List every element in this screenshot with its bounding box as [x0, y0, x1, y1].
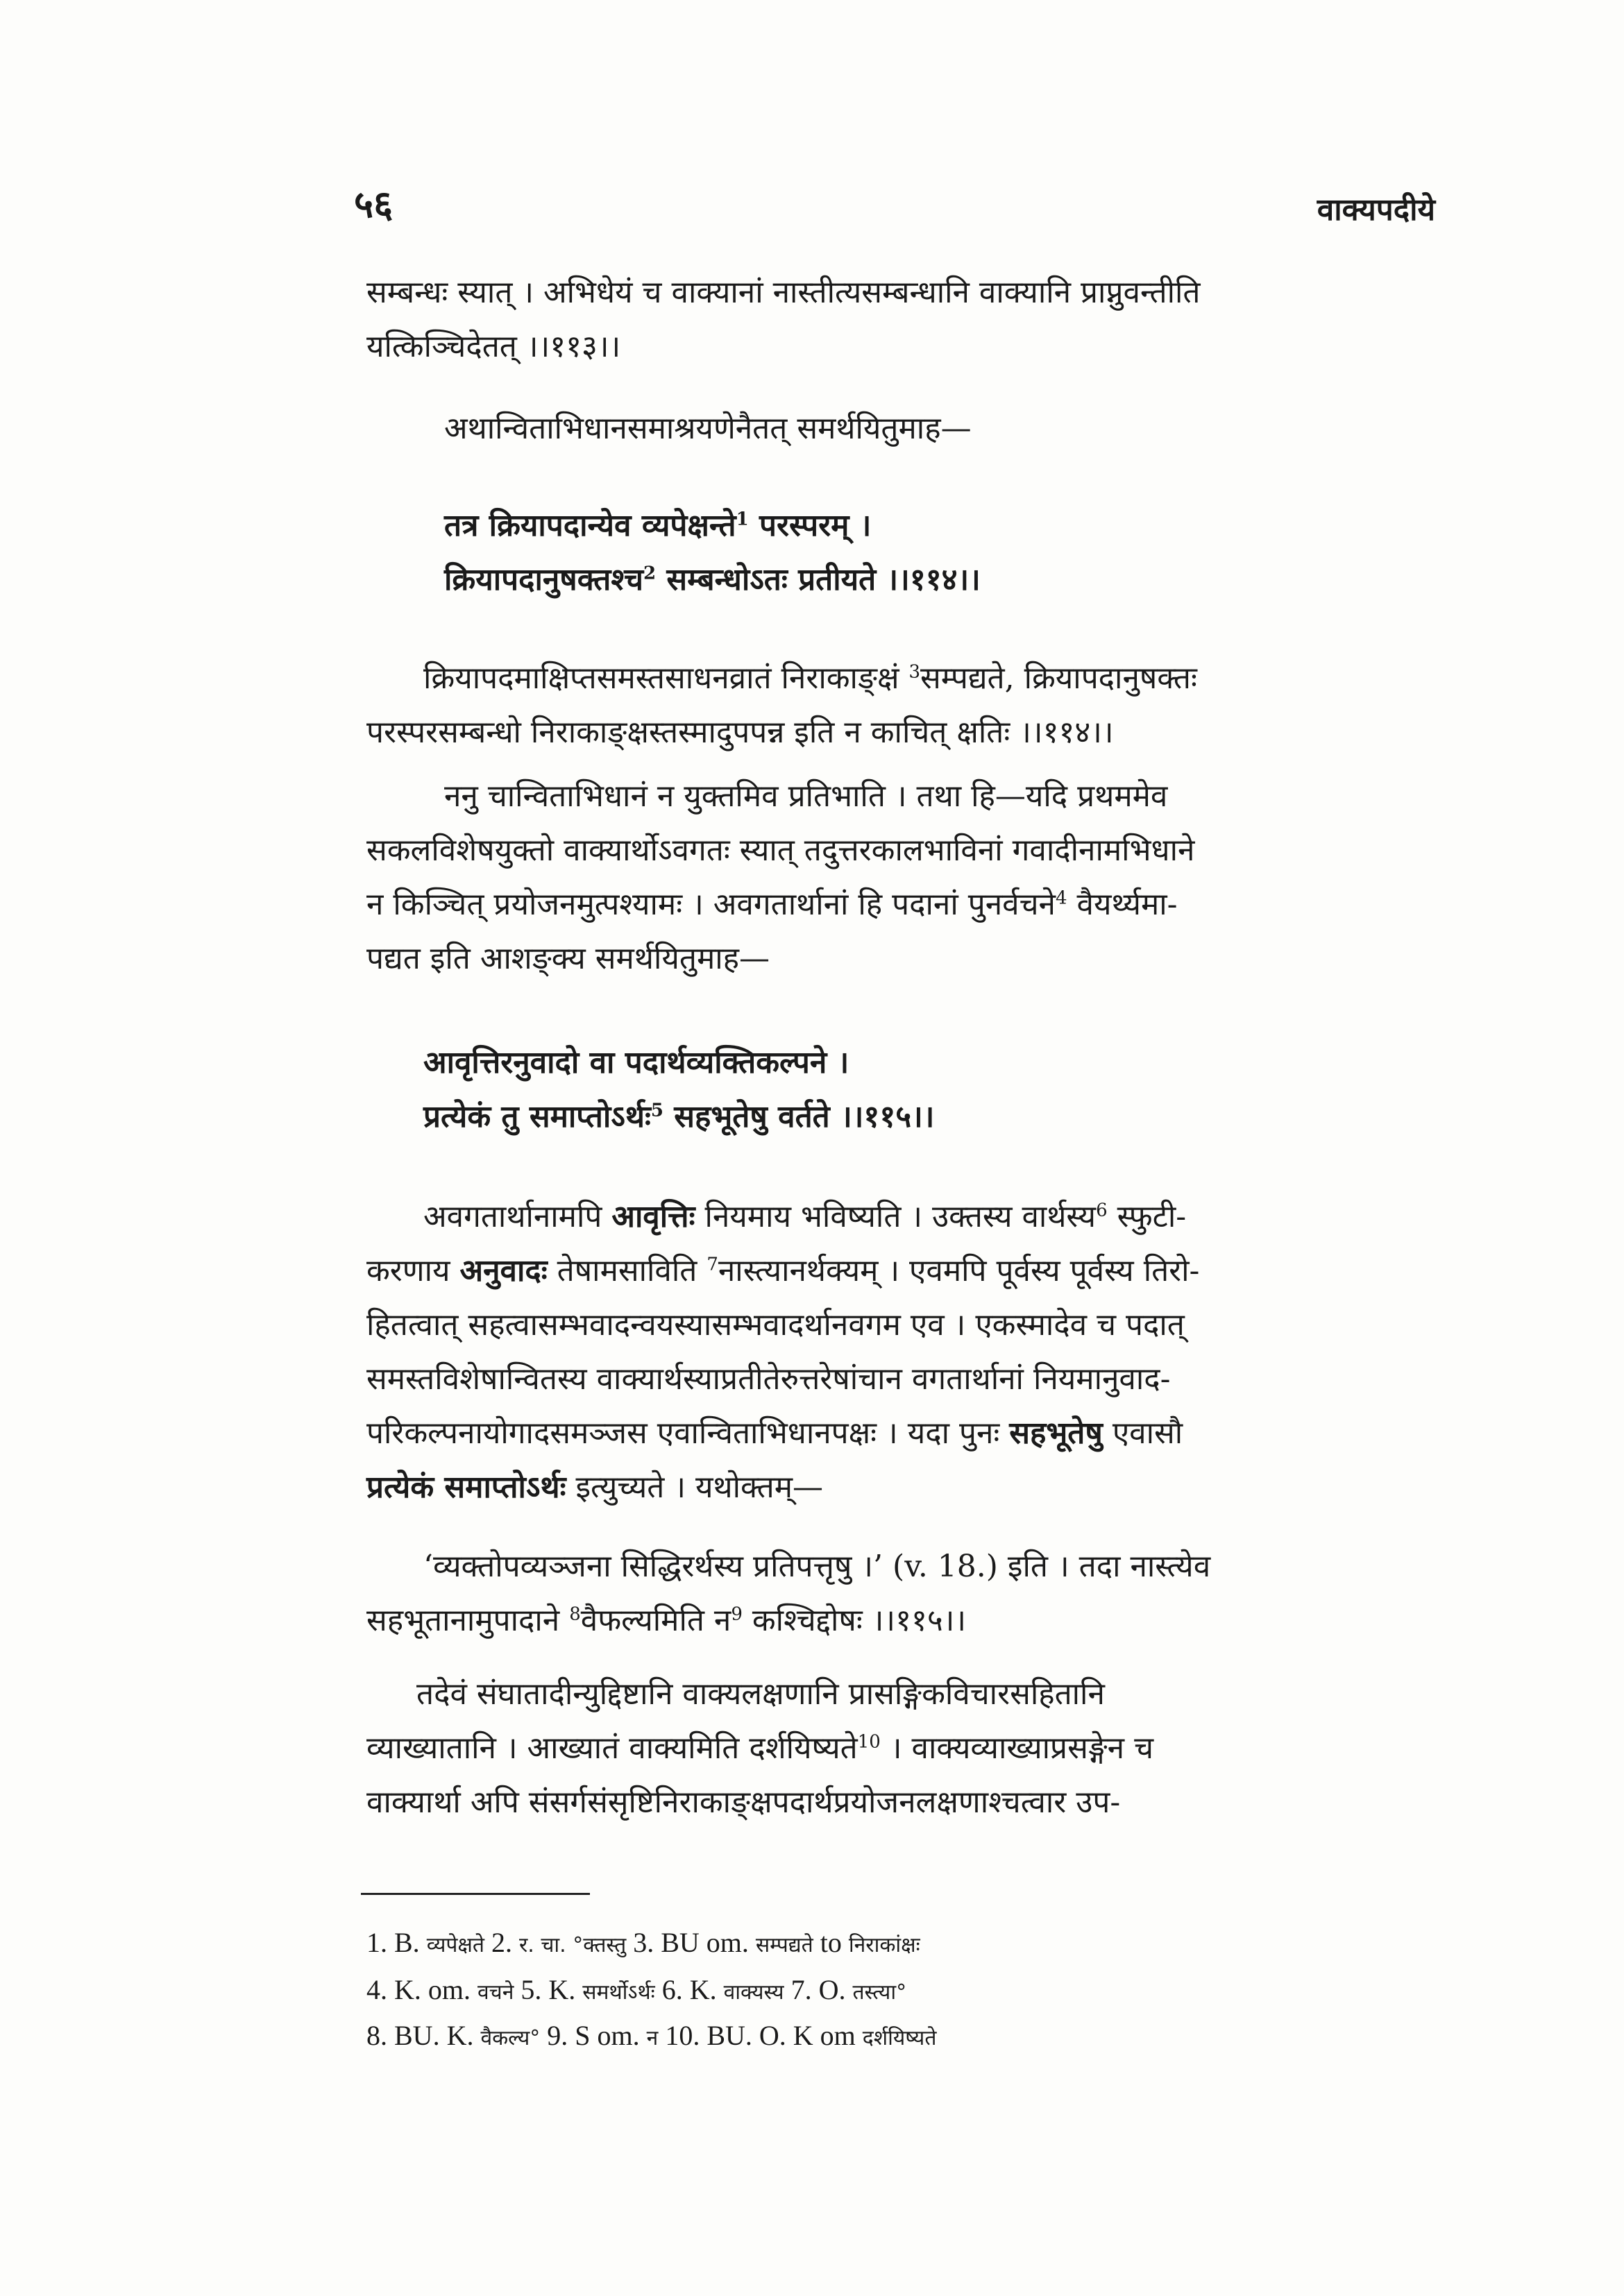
fn-text: 6. K.	[654, 1974, 724, 2005]
text: तेषामसाविति	[547, 1253, 707, 1289]
fn-text: वचने	[477, 1980, 514, 2005]
text: अवगतार्थानामपि	[423, 1199, 612, 1234]
page-number: ५६	[354, 182, 394, 226]
footnote-ref: 3	[908, 661, 921, 683]
text: सम्पद्यते, क्रियापदानुषक्तः	[920, 661, 1197, 696]
fn-text: 7. O.	[784, 1974, 853, 2005]
text: इत्युच्यते । यथोक्तम्—	[566, 1470, 824, 1505]
verse-text: प्रत्येकं तु समाप्तोऽर्थः	[423, 1099, 651, 1134]
text-line: परस्परसम्बन्धो निराकाङ्क्षस्तस्मादुपपन्न इति न काचित् क्षतिः ।।११४।।	[366, 715, 1114, 750]
fn-text: 10. BU. O. K om	[658, 2020, 863, 2051]
fn-text: न	[646, 2026, 659, 2050]
fn-text: निराकांक्षः	[848, 1933, 920, 1957]
text-line	[366, 1413, 1183, 1454]
footnote-ref: 1	[736, 509, 749, 530]
fn-text: 3. BU om.	[626, 1927, 756, 1958]
fn-text: र. चा. °क्तस्तु	[519, 1933, 627, 1957]
text: नास्त्यानर्थक्यम् । एवमपि पूर्वस्य पूर्वस्य तिरो-	[718, 1253, 1200, 1289]
text: वैयर्थ्यमा-	[1067, 887, 1178, 922]
text: परिकल्पनायोगादसमञ्जस एवान्विताभिधानपक्षः । यदा पुनः	[366, 1415, 1010, 1451]
text-line	[366, 1600, 966, 1642]
text: । वाक्यव्याख्याप्रसङ्गेन च	[880, 1730, 1154, 1766]
fn-text: वाक्यस्य	[723, 1980, 784, 2005]
text: नियमाय भविष्यति । उक्तस्य वार्थस्य	[695, 1199, 1097, 1234]
text-line	[423, 1196, 1186, 1238]
text: न किञ्चित् प्रयोजनमुत्पश्यामः । अवगतार्थानां हि पदानां पुनर्वचने	[366, 887, 1056, 922]
text-line: तदेवं संघातादीन्युद्दिष्टानि वाक्यलक्षणानि प्रासङ्गिकविचारसहितानि	[416, 1676, 1105, 1712]
fn-text: दर्शयिष्यते	[862, 2026, 937, 2050]
text-line	[366, 884, 1178, 926]
running-title: वाक्यपदीये	[1317, 192, 1435, 228]
footnote-line	[366, 1971, 906, 2012]
emphasis: अनुवादः	[459, 1253, 548, 1289]
fn-text: to	[813, 1927, 849, 1958]
emphasis: प्रत्येकं समाप्तोऽर्थः	[366, 1470, 566, 1505]
text: सहभूतानामुपादाने	[366, 1603, 570, 1638]
verse-line: आवृत्तिरनुवादो वा पदार्थव्यक्तिकल्पने ।	[423, 1045, 849, 1080]
fn-text: 4. K. om.	[366, 1974, 477, 2005]
verse-line	[423, 1096, 934, 1138]
text: व्याख्यातानि । आख्यातं वाक्यमिति दर्शयिष्यते	[366, 1730, 858, 1766]
fn-text: व्यपेक्षते	[426, 1933, 484, 1957]
fn-text: 2.	[484, 1927, 519, 1958]
text: एवासौ	[1102, 1415, 1183, 1451]
verse-text: सहभूतेषु वर्तते ।।११५।।	[663, 1099, 935, 1134]
verse-text: सम्बन्धोऽतः प्रतीयते ।।११४।।	[656, 562, 981, 597]
text: क्रियापदमाक्षिप्तसमस्तसाधनव्रातं निराकाङ्क्षं	[423, 661, 909, 696]
fn-text: तस्त्या°	[852, 1980, 907, 2005]
verse-text: तत्र क्रियापदान्येव व्यपेक्षन्ते	[444, 508, 736, 543]
fn-text: 1. B.	[366, 1927, 427, 1958]
footnote-ref: 6	[1096, 1200, 1108, 1221]
text-line	[366, 1467, 823, 1508]
text-line	[423, 658, 1197, 699]
footnote-ref: 7	[707, 1254, 718, 1275]
fn-text: सम्पद्यते	[755, 1933, 813, 1957]
fn-text: 8. BU. K.	[366, 2020, 481, 2051]
footnote-line	[366, 1923, 920, 1965]
fn-text: 9. S om.	[540, 2020, 647, 2051]
text-line: हितत्वात् सहत्वासम्भवादन्वयस्यासम्भवादर्थानवगम एव । एकस्मादेव च पदात्	[366, 1307, 1185, 1343]
text-line	[366, 1250, 1199, 1292]
footnote-ref: 8	[569, 1604, 581, 1625]
fn-text: वैकल्य°	[480, 2026, 541, 2050]
text-line: समस्तविशेषान्वितस्य वाक्यार्थस्याप्रतीतेरुत्तरेषांचान वगतार्थानां नियमानुवाद-	[366, 1361, 1171, 1397]
text: कश्चिद्दोषः ।।११५।।	[742, 1603, 967, 1638]
fn-text: 5. K.	[514, 1974, 583, 2005]
verse-text: परस्परम् ।	[748, 508, 872, 543]
text-line: पद्यत इति आशङ्क्य समर्थयितुमाह—	[366, 941, 770, 976]
footnote-ref: 2	[643, 563, 657, 584]
footnote-ref: 5	[650, 1100, 663, 1121]
text: स्फुटी-	[1107, 1199, 1187, 1234]
footnote-ref: 9	[731, 1604, 743, 1625]
fn-text: समर्थोऽर्थः	[582, 1980, 655, 2005]
footnote-divider	[361, 1893, 590, 1895]
verse-line	[444, 559, 981, 601]
emphasis: सहभूतेषु	[1009, 1415, 1103, 1451]
text-line: ननु चान्विताभिधानं न युक्तमिव प्रतिभाति । तथा हि—यदि प्रथममेव	[444, 779, 1168, 814]
text-line: वाक्यार्था अपि संसर्गसंसृष्टिनिराकाङ्क्षपदार्थप्रयोजनलक्षणाश्चत्वार उप-	[366, 1785, 1121, 1820]
text-line	[366, 1728, 1153, 1769]
text: वैफल्यमिति न	[580, 1603, 731, 1638]
emphasis: आवृत्तिः	[611, 1199, 695, 1234]
text: करणाय	[366, 1253, 460, 1289]
footnote-line	[366, 2016, 936, 2058]
footnote-ref: 10	[857, 1731, 881, 1753]
verse-text: क्रियापदानुषक्तश्च	[444, 562, 644, 597]
text-line: सकलविशेषयुक्तो वाक्यार्थोऽवगतः स्यात् तदुत्तरकालभाविनां गवादीनामभिधाने	[366, 833, 1195, 868]
text-line: सम्बन्धः स्यात् । अभिधेयं च वाक्यानां नास्तीत्यसम्बन्धानि वाक्यानि प्राप्नुवन्तीति	[366, 275, 1201, 310]
text-line: यत्किञ्चिदेतत् ।।११३।।	[366, 329, 621, 364]
text-line: अथान्विताभिधानसमाश्रयणेनैतत् समर्थयितुमाह—	[444, 411, 972, 446]
footnote-ref: 4	[1055, 887, 1067, 909]
text-line: ‘व्यक्तोपव्यञ्जना सिद्धिरर्थस्य प्रतिपत्तृषु ।’ (v. 18.) इति । तदा नास्त्येव	[423, 1549, 1211, 1584]
verse-line	[444, 505, 871, 547]
